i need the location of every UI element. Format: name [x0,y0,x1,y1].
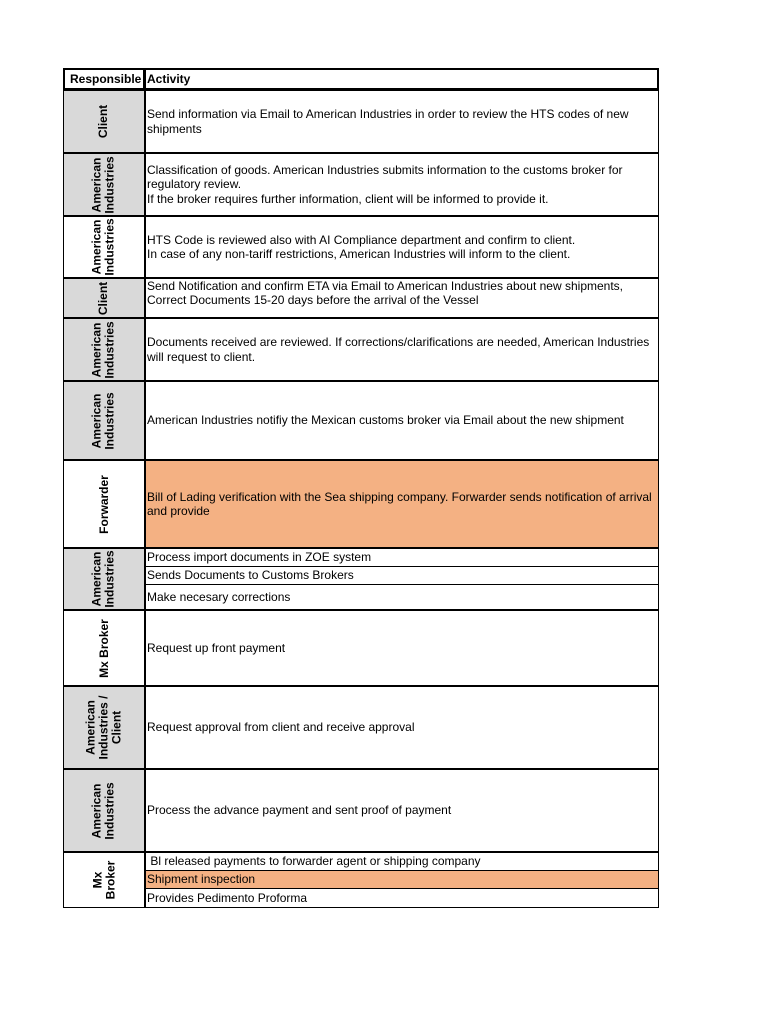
activity-cell: Bl released payments to forwarder agent or shipping company [145,852,659,871]
responsible-label: Mx Broker [90,860,117,900]
responsible-cell [63,548,145,610]
responsible-cell [63,769,145,852]
activity-cell-highlighted: Bill of Lading verification with the Sea shipping company. Forwarder sends notification of arrival and provide [145,460,659,548]
responsible-cell [63,852,145,908]
responsible-label: Client [96,281,111,315]
responsible-cell [63,90,145,153]
responsible-label: American Industries [89,391,117,450]
responsible-cell [63,153,145,216]
activity-cell: Provides Pedimento Proforma [145,888,659,908]
activity-cell: Process the advance payment and sent proof of payment [145,769,659,852]
column-divider [144,68,146,908]
responsible-label: American Industries / Client [83,695,124,760]
activity-cell: Classification of goods. American Industries submits information to the customs broker for regulatory review. If the broker requires further information, client will be informed to provide it. [145,153,659,216]
responsible-label: American Industries [89,218,117,276]
responsible-label: Mx Broker [96,618,111,678]
responsible-cell [63,381,145,460]
activity-cell: Send information via Email to American Industries in order to review the HTS codes of new shipments [145,90,659,153]
responsible-cell [63,610,145,686]
activity-cell: Request up front payment [145,610,659,686]
responsible-label: Client [96,104,111,139]
activity-cell: Make necesary corrections [145,584,659,610]
responsible-label: American Industries [89,155,117,214]
responsible-cell [63,686,145,769]
activity-cell: American Industries notifiy the Mexican customs broker via Email about the new shipment [145,381,659,460]
responsible-cell [63,216,145,278]
header-responsible: Responsible [63,68,145,90]
responsible-label: Forwarder [96,474,111,534]
activity-cell: Documents received are reviewed. If corrections/clarifications are needed, American Industries will request to client. [145,318,659,381]
responsible-cell [63,460,145,548]
activity-cell-highlighted: Shipment inspection [145,870,659,889]
activity-cell: Request approval from client and receive approval [145,686,659,769]
header-activity: Activity [145,68,659,90]
responsible-cell [63,318,145,381]
activity-cell: Send Notification and confirm ETA via Email to American Industries about new shipments, Correct Documents 15-20 days before the arrival of the Vessel [145,278,659,318]
responsible-label: American Industries [89,781,117,840]
responsible-cell [63,278,145,318]
responsible-label: American Industries [89,550,117,608]
activity-cell: Sends Documents to Customs Brokers [145,566,659,585]
activity-cell: HTS Code is reviewed also with AI Compliance department and confirm to client. In case of any non-tariff restrictions, American Industries will inform to the client. [145,216,659,278]
responsible-label: American Industries [89,320,117,379]
activity-cell: Process import documents in ZOE system [145,548,659,567]
